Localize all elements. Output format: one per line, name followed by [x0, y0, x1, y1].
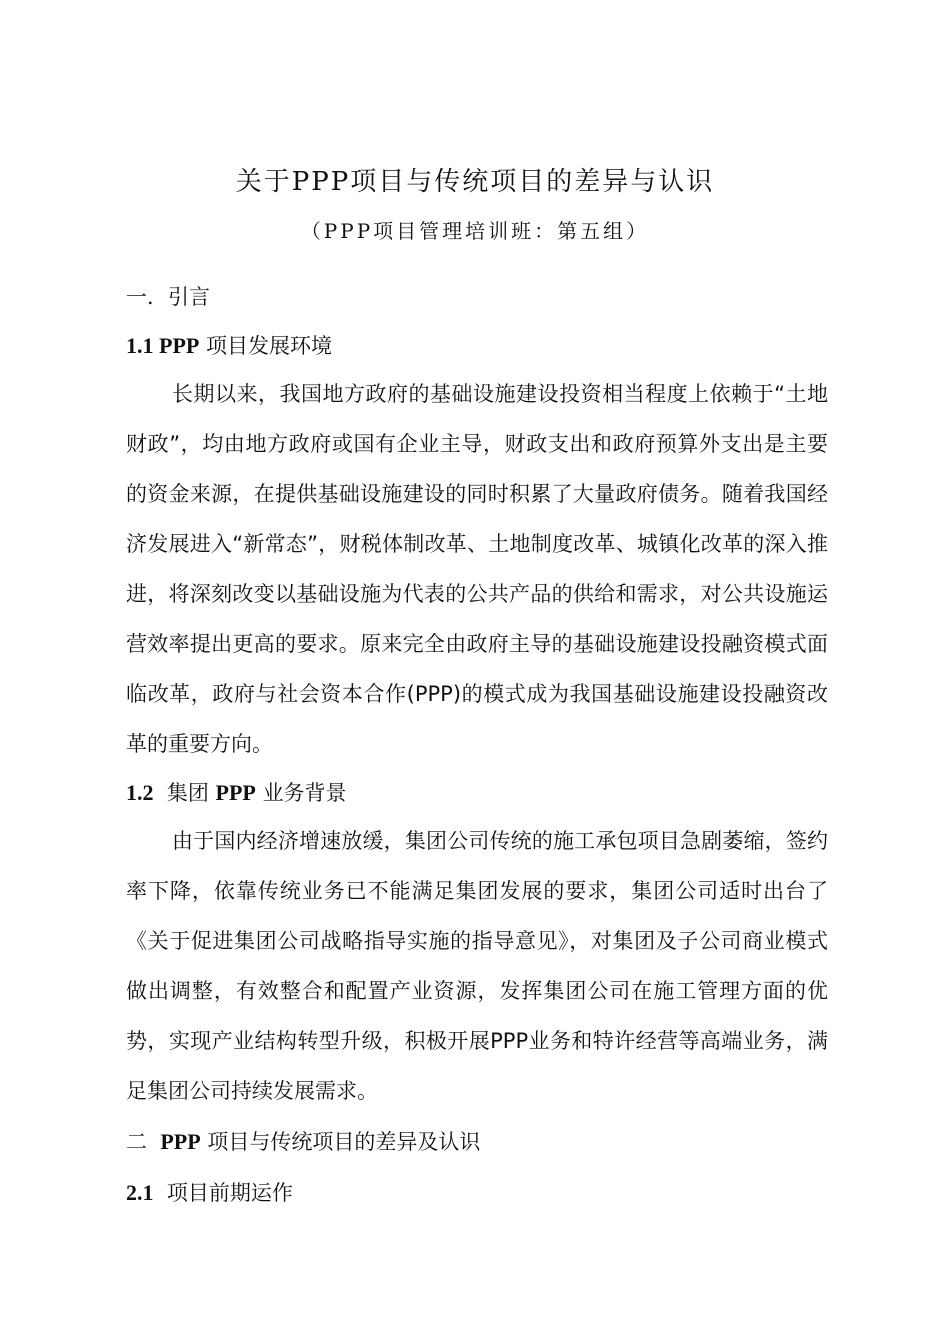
section-1-1-paragraph: 长期以来，我国地方政府的基础设施建设投资相当程度上依赖于“土地财政”，均由地方政府或国有企业主导，财政支出和政府预算外支出是主要的资金来源，在提供基础设施建设的同时积累了大量政府债务。随着我国经济发展进入“新常态”，财税体制改革、土地制度改革、城镇化改革的深入推进，将深刻改变以基础设施为代表的公共产品的供给和需求，对公共设施运营效率提出更高的要求。原来完全由政府主导的基础设施建设投融资模式面临改革，政府与社会资本合作(PPP)的模式成为我国基础设施建设投融资改革的重要方向。	[126, 382, 828, 756]
section-1-1-heading	[126, 330, 332, 362]
section-1-2-prefix: 集团	[166, 781, 209, 805]
section-1-2-number: 1.2	[126, 780, 154, 805]
section-1-2-heading	[126, 777, 347, 809]
section-2-title: 项目与传统项目的差异及认识	[207, 1130, 481, 1154]
section-2-heading	[126, 1126, 480, 1158]
section-1-2-paragraph: 由于国内经济增速放缓，集团公司传统的施工承包项目急剧萎缩，签约率下降，依靠传统业务已不能满足集团发展的要求，集团公司适时出台了《关于促进集团公司战略指导实施的指导意见》，对集团及子公司商业模式做出调整，有效整合和配置产业资源，发挥集团公司在施工管理方面的优势，实现产业结构转型升级，积极开展PPP业务和特许经营等高端业务，满足集团公司持续发展需求。	[126, 829, 828, 1103]
document-subtitle: （PPP项目管理培训班：第五组）	[300, 219, 650, 243]
section-1-1-title: 项目发展环境	[206, 334, 333, 358]
section-1-2-title: 业务背景	[262, 781, 347, 805]
section-1-1-number: 1.1 PPP	[126, 333, 200, 358]
section-1-2-bold: PPP	[215, 780, 256, 805]
section-2-prefix: 二	[126, 1130, 147, 1154]
section-2-bold: PPP	[160, 1129, 201, 1154]
document-title: 关于PPP项目与传统项目的差异与认识	[235, 167, 715, 197]
section-2-1-number: 2.1	[126, 1180, 154, 1205]
section-2-1-title: 项目前期运作	[166, 1181, 293, 1205]
section-2-1-heading	[126, 1177, 293, 1209]
section-1-heading: 一．引言	[126, 285, 210, 309]
